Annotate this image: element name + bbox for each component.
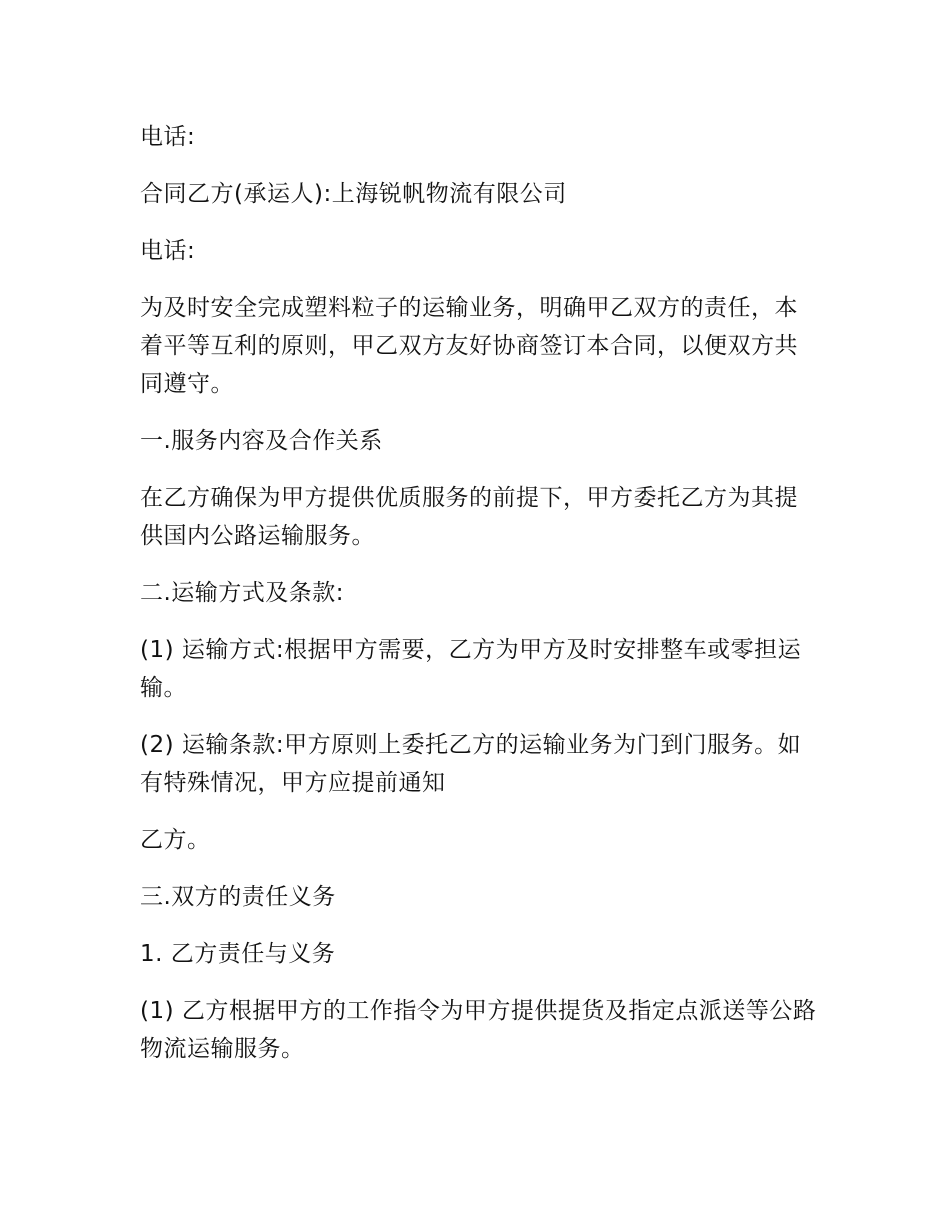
intro-paragraph: 为及时安全完成塑料粒子的运输业务，明确甲乙双方的责任，本着平等互利的原则，甲乙双方友好协商签订本合同，以便双方共同遵守。 — [140, 295, 798, 397]
subsection-heading-1: 1. 乙方责任与义务 — [140, 941, 336, 967]
clause-2-2-continued: 乙方。 — [140, 827, 211, 853]
section-heading-3: 三.双方的责任义务 — [140, 884, 336, 910]
section-1-text: 在乙方确保为甲方提供优质服务的前提下，甲方委托乙方为其提供国内公路运输服务。 — [140, 485, 798, 549]
section-heading-1: 一.服务内容及合作关系 — [140, 428, 383, 454]
clause-2-1: (1) 运输方式:根据甲方需要，乙方为甲方及时安排整车或零担运输。 — [140, 637, 802, 701]
clause-3-1-1: (1) 乙方根据甲方的工作指令为甲方提供提货及指定点派送等公路物流运输服务。 — [140, 998, 817, 1062]
phone-line-1: 电话: — [140, 124, 196, 150]
section-heading-2: 二.运输方式及条款: — [140, 580, 345, 606]
party-b-line: 合同乙方(承运人):上海锐帆物流有限公司 — [140, 181, 567, 207]
phone-line-2: 电话: — [140, 238, 196, 264]
clause-2-2: (2) 运输条款:甲方原则上委托乙方的运输业务为门到门服务。如有特殊情况，甲方应提前通知 — [140, 732, 802, 796]
document-body — [140, 118, 820, 1087]
